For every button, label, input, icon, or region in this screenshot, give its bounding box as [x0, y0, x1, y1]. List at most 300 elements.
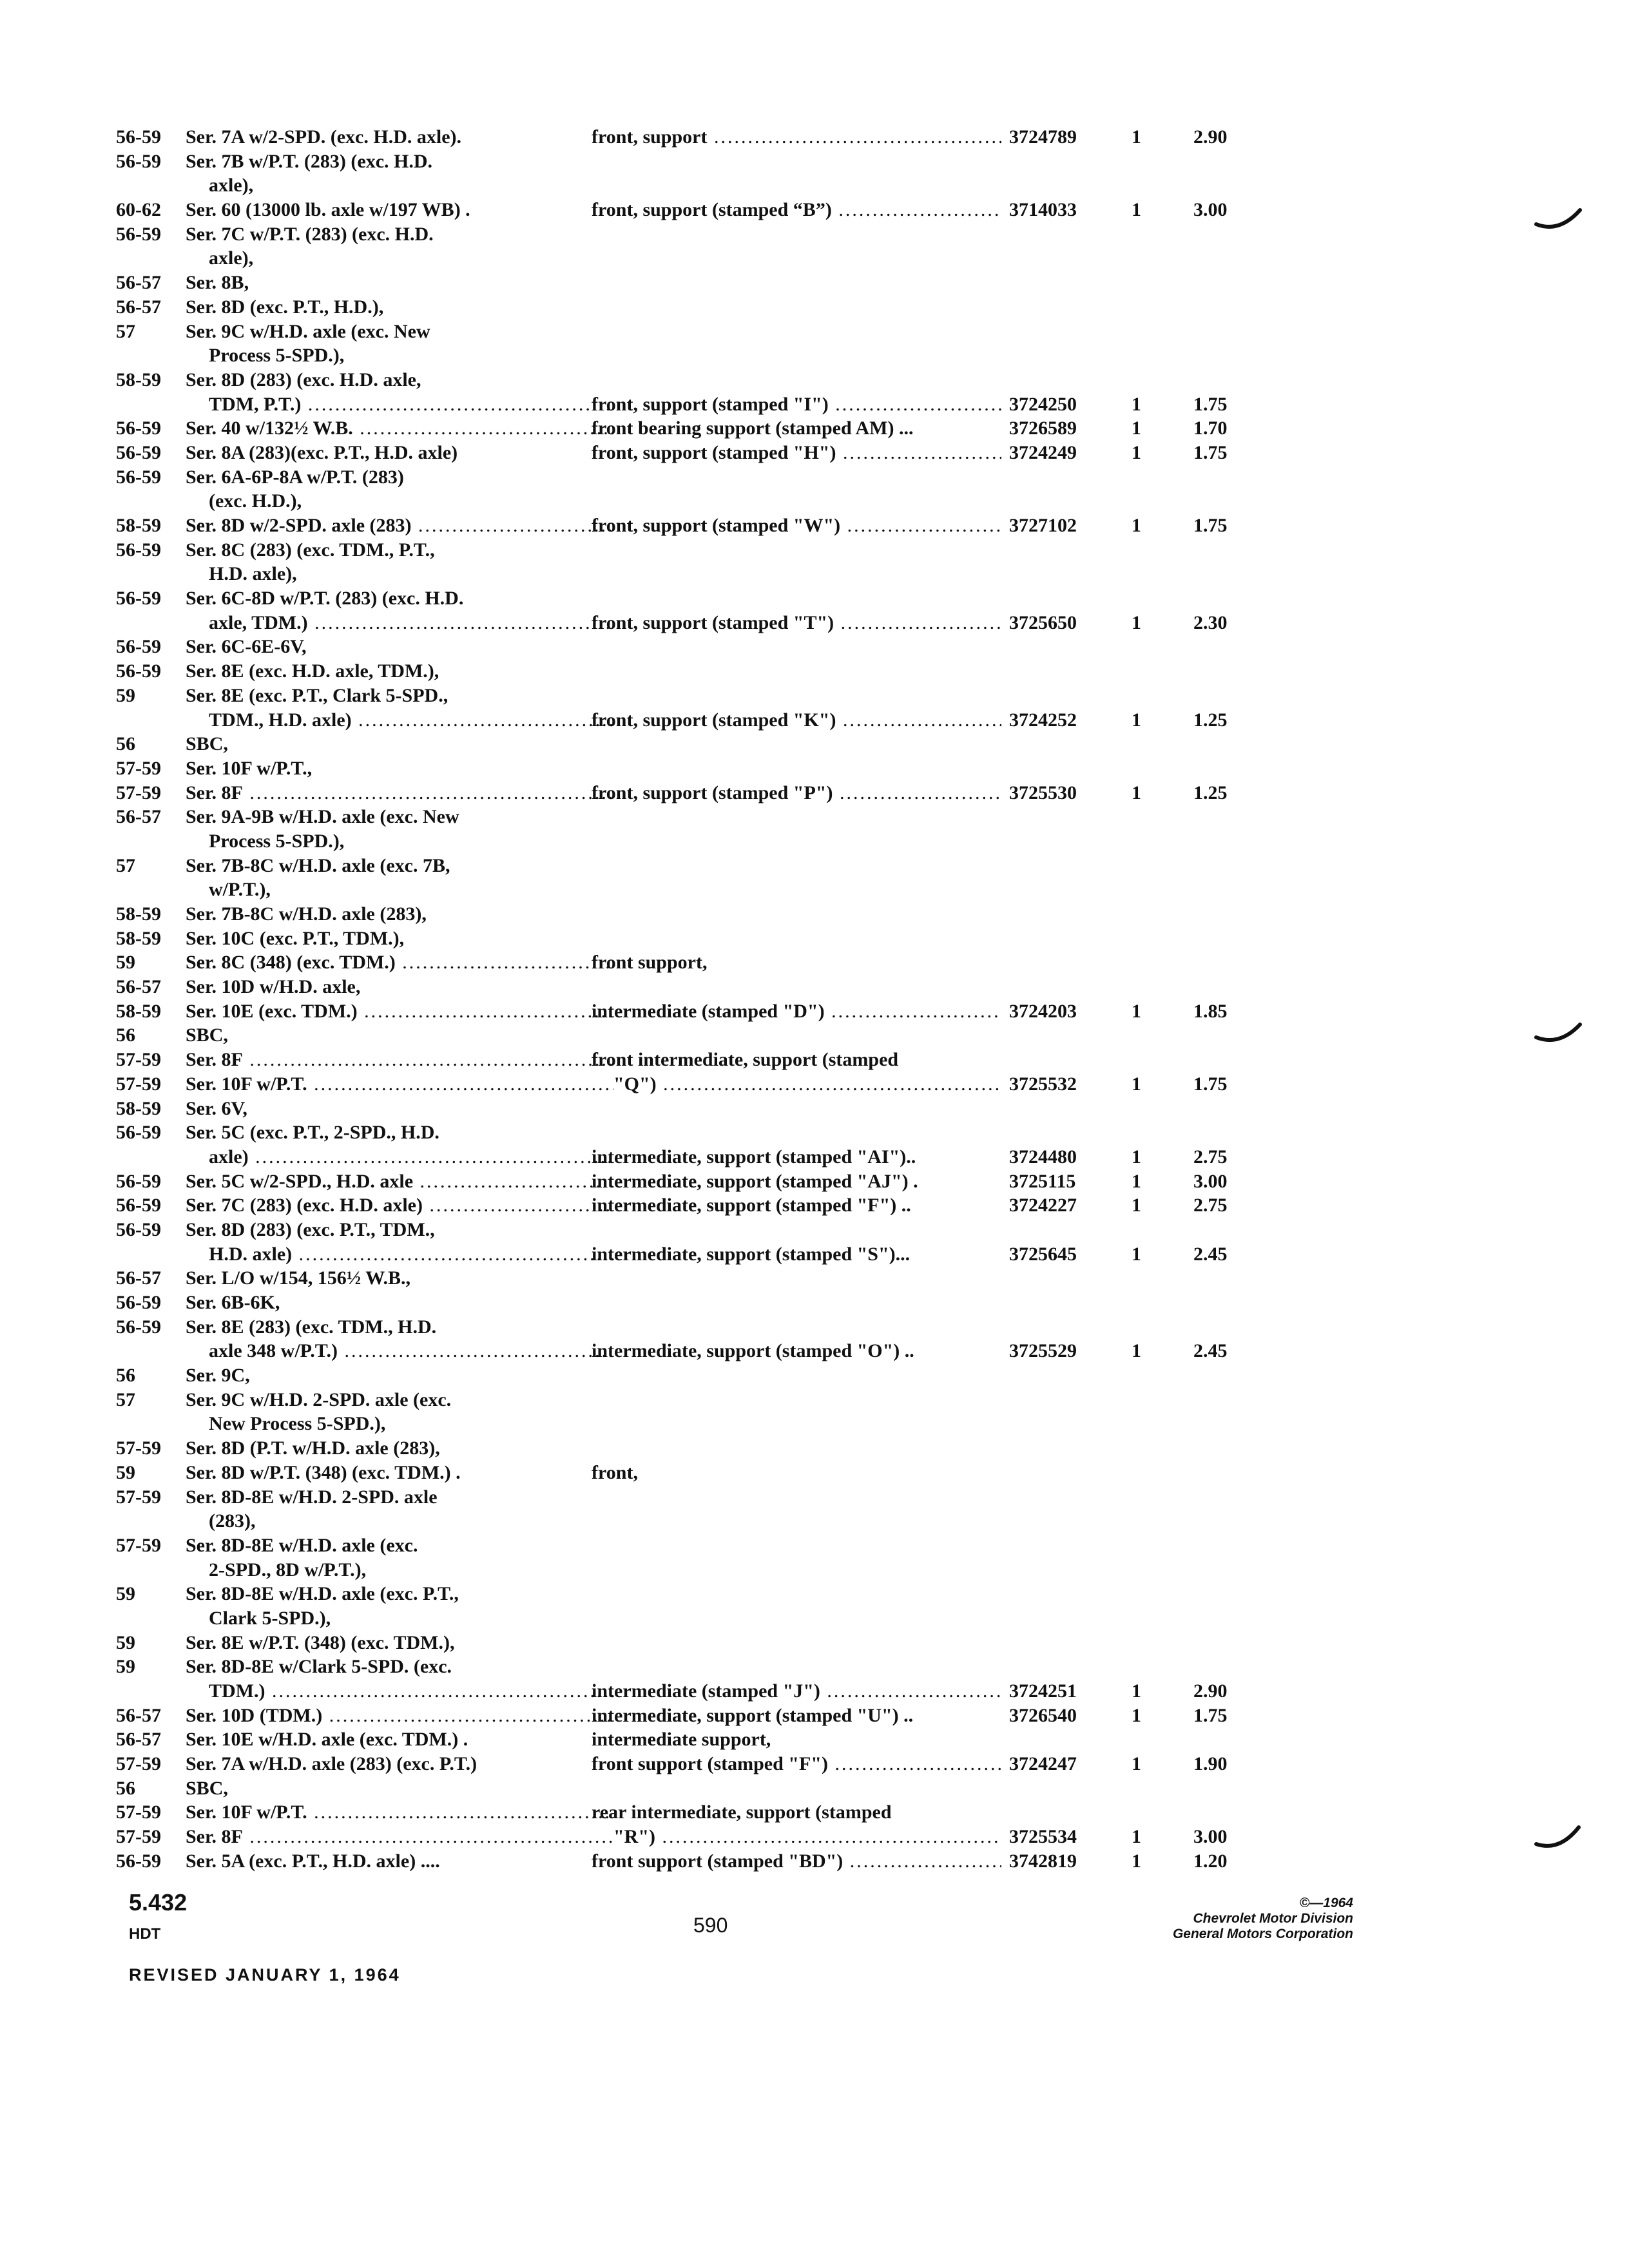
quantity-cell: [1132, 1461, 1157, 1485]
price-cell: 1.85: [1193, 1000, 1228, 1022]
table-row: [116, 368, 1315, 392]
quantity-cell: [1132, 246, 1157, 271]
application-cell: Ser. 10D (TDM.) .....: [186, 1704, 613, 1728]
application-cell: Ser. 8F .....: [186, 1048, 613, 1072]
quantity-cell: 1: [1132, 1753, 1141, 1775]
price-cell: [1193, 1655, 1277, 1679]
table-row: [116, 927, 1315, 951]
price-cell: [1193, 1533, 1277, 1558]
price-cell: 1.20: [1193, 1850, 1228, 1872]
year-cell: 57-59: [116, 1486, 161, 1508]
price-cell: 3.00: [1193, 199, 1228, 221]
quantity-cell: 1: [1132, 418, 1141, 439]
price-cell: 1.75: [1193, 441, 1228, 463]
application-cell: Ser. 8D-8E w/H.D. axle (exc.: [186, 1534, 418, 1556]
part-number-cell: [1009, 1606, 1119, 1631]
description-cell: intermediate, support (stamped "AI")..: [592, 1146, 916, 1168]
quantity-cell: [1132, 1120, 1157, 1145]
table-row: [116, 1315, 1315, 1340]
year-cell: 57-59: [116, 1534, 161, 1556]
year-cell: [116, 1412, 184, 1436]
year-cell: 56-59: [116, 636, 161, 658]
table-row: [116, 1752, 1315, 1776]
table-row: [116, 1363, 1315, 1388]
price-cell: 2.90: [1193, 1680, 1228, 1702]
table-row: [116, 659, 1315, 684]
application-cell: axle),: [209, 175, 254, 197]
application-cell: Ser. 8E (exc. H.D. axle, TDM.),: [186, 660, 439, 682]
description-cell: front, support .....: [592, 125, 1001, 149]
description-cell: intermediate, support (stamped "U") ..: [592, 1704, 914, 1726]
quantity-cell: [1132, 684, 1157, 708]
price-cell: 1.75: [1193, 515, 1228, 536]
revision-date: REVISED JANUARY 1, 1964: [129, 1965, 401, 1984]
table-row: [116, 1120, 1315, 1145]
quantity-cell: [1132, 173, 1157, 198]
application-cell: Ser. 10D w/H.D. axle,: [186, 976, 361, 998]
parts-list: [116, 125, 1315, 1874]
quantity-cell: [1132, 1582, 1157, 1606]
table-row: [116, 975, 1315, 999]
year-cell: 57-59: [116, 1049, 161, 1071]
part-number-cell: [1009, 538, 1119, 562]
part-number-cell: [1009, 1120, 1119, 1145]
description-cell: "R") .....: [592, 1825, 1001, 1849]
application-cell: TDM.) .....: [186, 1679, 613, 1704]
part-number-cell: [1009, 1363, 1119, 1388]
part-number-cell: [1009, 1388, 1119, 1412]
application-cell: Ser. 6C-8D w/P.T. (283) (exc. H.D.: [186, 588, 464, 610]
price-cell: [1193, 1631, 1277, 1655]
application-cell: Ser. 8D (P.T. w/H.D. axle (283),: [186, 1437, 440, 1459]
part-number-cell: [1009, 1412, 1119, 1436]
price-cell: 2.30: [1193, 611, 1228, 633]
quantity-cell: [1132, 1655, 1157, 1679]
application-cell: Ser. 10F w/P.T. .....: [186, 1072, 613, 1097]
part-number-cell: [1009, 1582, 1119, 1606]
application-cell: Ser. 7C w/P.T. (283) (exc. H.D.: [186, 223, 434, 245]
quantity-cell: [1132, 1388, 1157, 1412]
price-cell: 2.75: [1193, 1146, 1228, 1168]
part-number-cell: [1009, 320, 1119, 344]
part-number-cell: [1009, 659, 1119, 684]
part-number-cell: [1009, 1097, 1119, 1121]
copyright-corporation: General Motors Corporation: [1172, 1927, 1353, 1941]
table-row: [116, 173, 1315, 198]
quantity-cell: [1132, 829, 1157, 854]
price-cell: 1.25: [1193, 782, 1228, 803]
application-cell: SBC,: [186, 1777, 228, 1799]
quantity-cell: [1132, 805, 1157, 829]
application-cell: Clark 5-SPD.),: [209, 1607, 331, 1629]
quantity-cell: [1132, 368, 1157, 392]
application-cell: (283),: [209, 1510, 256, 1532]
year-cell: 58-59: [116, 1000, 161, 1022]
description-cell: front,: [592, 1461, 638, 1483]
part-number-cell: [1009, 368, 1119, 392]
quantity-cell: 1: [1132, 1195, 1141, 1216]
year-cell: 56-59: [116, 150, 161, 172]
quantity-cell: [1132, 538, 1157, 562]
application-cell: Ser. 7A w/2-SPD. (exc. H.D. axle).: [186, 126, 461, 148]
application-cell: Ser. 6V,: [186, 1097, 247, 1119]
year-cell: 56-59: [116, 1122, 161, 1144]
year-cell: 56-57: [116, 1704, 161, 1726]
part-number-cell: [1009, 1266, 1119, 1291]
price-cell: [1193, 1558, 1277, 1582]
description-cell: front, support (stamped "I") .....: [592, 392, 1001, 417]
year-cell: [116, 246, 184, 271]
part-number-cell: 3725115: [1009, 1170, 1076, 1192]
table-row: [116, 950, 1315, 975]
description-cell: front, support (stamped "T") .....: [592, 611, 1001, 635]
table-row: [116, 1048, 1315, 1072]
application-cell: Ser. 7C (283) (exc. H.D. axle) .....: [186, 1193, 613, 1218]
year-cell: 56: [116, 733, 135, 755]
price-cell: [1193, 489, 1277, 514]
price-cell: 2.90: [1193, 126, 1228, 148]
description-cell: intermediate (stamped "D") .....: [592, 999, 1001, 1024]
part-number-cell: [1009, 756, 1119, 781]
table-row: [116, 708, 1315, 733]
year-cell: 57-59: [116, 1437, 161, 1459]
year-cell: [116, 1339, 184, 1363]
price-cell: [1193, 854, 1277, 878]
price-cell: [1193, 805, 1277, 829]
part-number-cell: 3725534: [1009, 1826, 1077, 1848]
application-cell: 2-SPD., 8D w/P.T.),: [209, 1559, 367, 1581]
application-cell: Ser. 8E (exc. P.T., Clark 5-SPD.,: [186, 684, 448, 706]
part-number-cell: 3725650: [1009, 611, 1077, 633]
application-cell: Ser. 8D-8E w/Clark 5-SPD. (exc.: [186, 1656, 452, 1678]
quantity-cell: [1132, 902, 1157, 927]
description-cell: "Q") .....: [592, 1072, 1001, 1097]
table-row: [116, 756, 1315, 781]
application-cell: Ser. 8D (exc. P.T., H.D.),: [186, 296, 384, 318]
table-row: [116, 222, 1315, 247]
part-number-cell: [1009, 465, 1119, 490]
price-cell: 2.45: [1193, 1243, 1228, 1265]
quantity-cell: [1132, 1412, 1157, 1436]
application-cell: Ser. 8D (283) (exc. H.D. axle,: [186, 369, 421, 390]
price-cell: [1193, 829, 1277, 854]
quantity-cell: [1132, 271, 1157, 295]
price-cell: [1193, 1606, 1277, 1631]
table-row: [116, 416, 1315, 441]
price-cell: [1193, 1800, 1277, 1825]
part-number-cell: 3726540: [1009, 1704, 1077, 1726]
price-cell: [1193, 1048, 1277, 1072]
year-cell: 56-57: [116, 806, 161, 828]
table-row: [116, 781, 1315, 805]
quantity-cell: [1132, 562, 1157, 586]
quantity-cell: [1132, 1266, 1157, 1291]
year-cell: 59: [116, 684, 135, 706]
part-number-cell: [1009, 1800, 1119, 1825]
application-cell: Ser. 7B-8C w/H.D. axle (exc. 7B,: [186, 854, 450, 876]
part-number-cell: [1009, 246, 1119, 271]
year-cell: 57-59: [116, 782, 161, 803]
year-cell: 58-59: [116, 903, 161, 925]
part-number-cell: [1009, 805, 1119, 829]
application-cell: Ser. 9C w/H.D. 2-SPD. axle (exc.: [186, 1389, 452, 1410]
year-cell: 57: [116, 320, 135, 342]
year-cell: 56-59: [116, 1292, 161, 1313]
quantity-cell: 1: [1132, 1170, 1141, 1192]
price-cell: [1193, 1461, 1277, 1485]
part-number-cell: [1009, 902, 1119, 927]
part-number-cell: [1009, 1776, 1119, 1801]
quantity-cell: [1132, 1315, 1157, 1340]
quantity-cell: 1: [1132, 441, 1141, 463]
application-cell: Ser. 5C w/2-SPD., H.D. axle .....: [186, 1169, 613, 1194]
price-cell: [1193, 465, 1277, 490]
table-row: [116, 854, 1315, 878]
price-cell: [1193, 1776, 1277, 1801]
application-cell: Ser. 7B w/P.T. (283) (exc. H.D.: [186, 150, 433, 172]
table-row: [116, 1704, 1315, 1728]
year-cell: 58-59: [116, 369, 161, 390]
price-cell: [1193, 1485, 1277, 1510]
part-number-cell: 3726589: [1009, 418, 1077, 439]
application-cell: Ser. 7A w/H.D. axle (283) (exc. P.T.): [186, 1753, 477, 1775]
part-number-cell: 3725532: [1009, 1073, 1077, 1095]
price-cell: [1193, 1023, 1277, 1048]
year-cell: 56-57: [116, 1729, 161, 1751]
year-cell: 56-57: [116, 272, 161, 294]
price-cell: [1193, 149, 1277, 174]
quantity-cell: 1: [1132, 1850, 1141, 1872]
part-number-cell: 3724480: [1009, 1146, 1077, 1168]
quantity-cell: [1132, 1097, 1157, 1121]
part-number-cell: [1009, 1291, 1119, 1315]
application-cell: Ser. 40 w/132½ W.B. .....: [186, 416, 613, 441]
quantity-cell: [1132, 222, 1157, 247]
quantity-cell: [1132, 489, 1157, 514]
application-cell: New Process 5-SPD.),: [209, 1413, 386, 1435]
table-row: [116, 1145, 1315, 1169]
part-number-cell: [1009, 1485, 1119, 1510]
table-row: [116, 1097, 1315, 1121]
price-cell: [1193, 1509, 1277, 1533]
table-row: [116, 514, 1315, 538]
quantity-cell: [1132, 659, 1157, 684]
application-cell: Ser. 8C (283) (exc. TDM., P.T.,: [186, 539, 435, 561]
description-cell: rear intermediate, support (stamped: [592, 1802, 892, 1823]
year-cell: 56-59: [116, 1170, 161, 1192]
part-number-cell: [1009, 1048, 1119, 1072]
table-row: [116, 1461, 1315, 1485]
part-number-cell: [1009, 149, 1119, 174]
quantity-cell: 1: [1132, 1243, 1141, 1265]
quantity-cell: 1: [1132, 1704, 1141, 1726]
part-number-cell: [1009, 222, 1119, 247]
quantity-cell: [1132, 635, 1157, 659]
application-cell: Ser. 10E (exc. TDM.) .....: [186, 999, 613, 1024]
part-number-cell: 3725530: [1009, 782, 1077, 803]
table-row: [116, 441, 1315, 465]
year-cell: 56-59: [116, 466, 161, 488]
table-row: [116, 489, 1315, 514]
price-cell: [1193, 295, 1277, 320]
quantity-cell: 1: [1132, 611, 1141, 633]
price-cell: 2.75: [1193, 1195, 1228, 1216]
table-row: [116, 1072, 1315, 1097]
table-row: [116, 1631, 1315, 1655]
table-row: [116, 320, 1315, 344]
year-cell: 59: [116, 1461, 135, 1483]
price-cell: [1193, 173, 1277, 198]
price-cell: [1193, 538, 1277, 562]
part-number-cell: 3727102: [1009, 515, 1077, 536]
year-cell: 59: [116, 952, 135, 974]
table-row: [116, 805, 1315, 829]
quantity-cell: [1132, 927, 1157, 951]
quantity-cell: [1132, 1291, 1157, 1315]
table-row: [116, 1291, 1315, 1315]
application-cell: Ser. 8D w/P.T. (348) (exc. TDM.) .: [186, 1461, 461, 1483]
year-cell: [116, 343, 184, 368]
application-cell: Ser. 5C (exc. P.T., 2-SPD., H.D.: [186, 1122, 439, 1144]
price-cell: [1193, 343, 1277, 368]
price-cell: [1193, 586, 1277, 611]
table-row: [116, 1800, 1315, 1825]
year-cell: [116, 489, 184, 514]
application-cell: Process 5-SPD.),: [209, 830, 345, 852]
quantity-cell: [1132, 878, 1157, 902]
table-row: [116, 1388, 1315, 1412]
application-cell: Ser. 9C,: [186, 1365, 250, 1387]
part-number-cell: 3724789: [1009, 126, 1077, 148]
part-number-cell: 3724247: [1009, 1753, 1077, 1775]
year-cell: 59: [116, 1631, 135, 1653]
price-cell: [1193, 1363, 1277, 1388]
application-cell: SBC,: [186, 733, 228, 755]
year-cell: 59: [116, 1656, 135, 1678]
table-row: [116, 878, 1315, 902]
application-cell: Ser. 6B-6K,: [186, 1292, 280, 1313]
table-row: [116, 1266, 1315, 1291]
application-cell: Ser. 8F .....: [186, 1825, 613, 1849]
table-row: [116, 465, 1315, 490]
quantity-cell: [1132, 1509, 1157, 1533]
copyright-division: Chevrolet Motor Division: [1193, 1911, 1353, 1926]
price-cell: [1193, 1097, 1277, 1121]
page-edge-mark: [1534, 205, 1585, 237]
part-number-cell: [1009, 854, 1119, 878]
quantity-cell: [1132, 1606, 1157, 1631]
quantity-cell: [1132, 343, 1157, 368]
part-number-cell: 3724203: [1009, 1000, 1077, 1022]
quantity-cell: [1132, 1533, 1157, 1558]
year-cell: 56-59: [116, 223, 161, 245]
description-cell: front, support (stamped “B”) .....: [592, 198, 1001, 222]
part-number-cell: [1009, 684, 1119, 708]
part-number-cell: [1009, 975, 1119, 999]
description-cell: front, support (stamped "P") .....: [592, 781, 1001, 805]
application-cell: w/P.T.),: [209, 879, 271, 901]
year-cell: 56: [116, 1777, 135, 1799]
table-row: [116, 1606, 1315, 1631]
table-row: [116, 1558, 1315, 1582]
year-cell: 58-59: [116, 927, 161, 949]
application-cell: H.D. axle),: [209, 563, 297, 585]
part-number-cell: [1009, 1023, 1119, 1048]
page-edge-mark: [1534, 1021, 1585, 1053]
part-number-cell: [1009, 878, 1119, 902]
application-cell: Ser. 6A-6P-8A w/P.T. (283): [186, 466, 404, 488]
quantity-cell: 1: [1132, 1680, 1141, 1702]
price-cell: 1.90: [1193, 1753, 1228, 1775]
application-cell: Ser. 10E w/H.D. axle (exc. TDM.) .: [186, 1729, 468, 1751]
part-number-cell: 3742819: [1009, 1850, 1077, 1872]
part-number-cell: [1009, 1461, 1119, 1485]
price-cell: [1193, 635, 1277, 659]
quantity-cell: 1: [1132, 199, 1141, 221]
application-cell: Ser. 8E w/P.T. (348) (exc. TDM.),: [186, 1631, 455, 1653]
year-cell: [116, 829, 184, 854]
part-number-cell: [1009, 1436, 1119, 1461]
table-row: [116, 562, 1315, 586]
price-cell: 3.00: [1193, 1826, 1228, 1848]
quantity-cell: 1: [1132, 393, 1141, 415]
quantity-cell: [1132, 950, 1157, 975]
description-cell: front support (stamped "BD") .....: [592, 1849, 1001, 1874]
table-row: [116, 149, 1315, 174]
price-cell: [1193, 1412, 1277, 1436]
year-cell: 56-59: [116, 418, 161, 439]
table-row: [116, 271, 1315, 295]
application-cell: Ser. 8C (348) (exc. TDM.) .....: [186, 950, 613, 975]
application-cell: Ser. 10C (exc. P.T., TDM.),: [186, 927, 405, 949]
year-cell: 58-59: [116, 1097, 161, 1119]
application-cell: Ser. 6C-6E-6V,: [186, 636, 307, 658]
year-cell: [116, 1679, 184, 1704]
year-cell: [116, 1606, 184, 1631]
year-cell: 56-59: [116, 1218, 161, 1240]
application-cell: Ser. 8A (283)(exc. P.T., H.D. axle): [186, 441, 458, 463]
year-cell: 57: [116, 1389, 135, 1410]
application-cell: Ser. 8F .....: [186, 781, 613, 805]
quantity-cell: [1132, 732, 1157, 756]
price-cell: 1.25: [1193, 709, 1228, 731]
table-row: [116, 732, 1315, 756]
year-cell: 59: [116, 1583, 135, 1605]
year-cell: 56-59: [116, 588, 161, 610]
year-cell: 56-59: [116, 1316, 161, 1338]
year-cell: 56: [116, 1024, 135, 1046]
price-cell: 1.75: [1193, 1073, 1228, 1095]
quantity-cell: [1132, 1048, 1157, 1072]
table-row: [116, 902, 1315, 927]
table-row: [116, 635, 1315, 659]
price-cell: 1.75: [1193, 1704, 1228, 1726]
page-edge-mark: [1534, 1825, 1585, 1857]
description-cell: front, support (stamped "H") .....: [592, 441, 1001, 465]
description-cell: intermediate support,: [592, 1729, 771, 1751]
quantity-cell: [1132, 1776, 1157, 1801]
quantity-cell: [1132, 1558, 1157, 1582]
application-cell: Ser. 8B,: [186, 272, 249, 294]
copyright-notice: [1173, 1896, 1353, 1942]
part-number-cell: [1009, 732, 1119, 756]
part-number-cell: [1009, 489, 1119, 514]
table-row: [116, 1582, 1315, 1606]
table-row: [116, 1776, 1315, 1801]
table-row: [116, 1169, 1315, 1194]
price-cell: [1193, 878, 1277, 902]
part-number-cell: [1009, 950, 1119, 975]
